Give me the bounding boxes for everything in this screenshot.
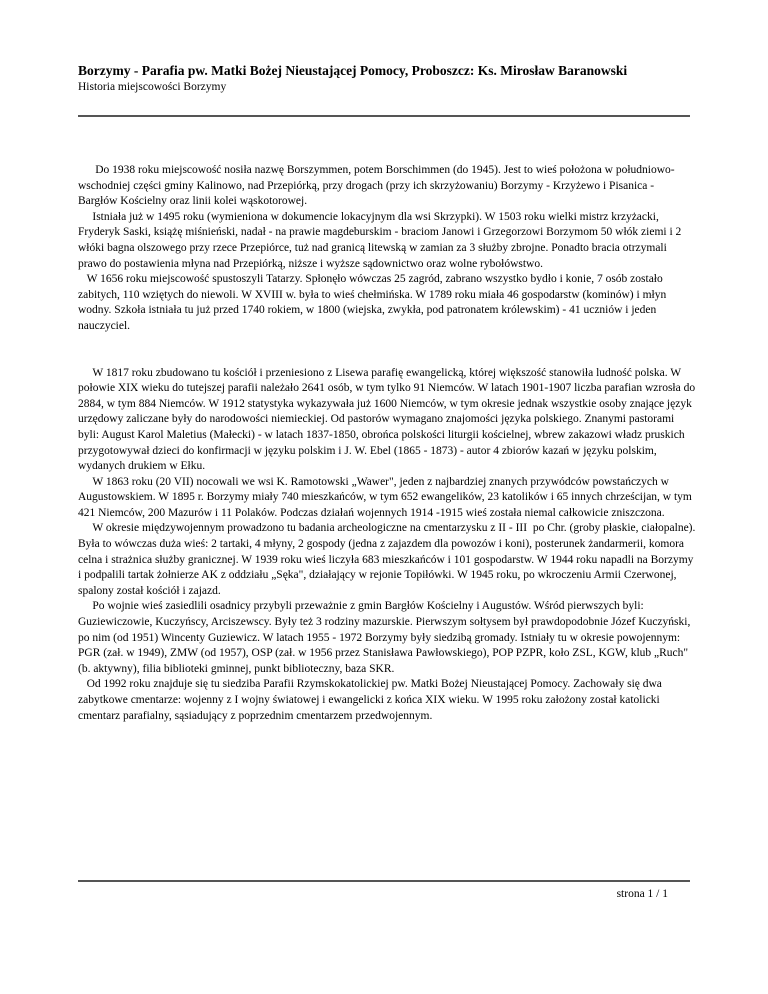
page-header	[78, 62, 698, 94]
page-subtitle: Historia miejscowości Borzymy	[78, 81, 227, 93]
header-divider	[78, 115, 690, 117]
paragraph: Po wojnie wieś zasiedlili osadnicy przybyli przeważnie z gmin Bargłów Kościelny i Augustów. Wśród pierwszych byli: Guziewiczowie, Kuczyńscy, Arciszewscy. Były też 3 rodziny mazurskie. Pierwszym sołtysem był prawdopodobnie Józef Kuczyński, po nim (od 1951) Wincenty Guziewicz. W latach 1955 - 1972 Borzymy były siedzibą gromady. Istniały tu w okresie powojennym: PGR (zał. w 1949), ZMW (od 1957), OSP (zał. w 1956 przez Stanisława Pawłowskiego), POP PZPR, koło ZSL, KGW, klub „Ruch" (b. aktywny), filia biblioteki gminnej, punkt biblioteczny, baza SKR.	[78, 600, 694, 675]
paragraph: W okresie międzywojennym prowadzono tu badania archeologiczne na cmentarzysku z II - III po Chr. (groby płaskie, ciałopalne). Była to wówczas duża wieś: 2 tartaki, 4 młyny, 2 gospody (jedna z zajazdem dla powozów i koni), posterunek żandarmerii, komora celna i strażnica służby granicznej. W 1939 roku wieś liczyła 683 mieszkańców i 101 gospodarstw. W 1944 roku napadli na Borzymy i podpalili tartak żołnierze AK z oddziału „Sęka", działający w rejonie Topiłówki. W 1945 roku, po wkroczeniu Armii Czerwonej, spalony został kościół i zajazd.	[78, 522, 699, 597]
paragraph: Istniała już w 1495 roku (wymieniona w dokumencie lokacyjnym dla wsi Skrzypki). W 1503 roku wielki mistrz krzyżacki, Fryderyk Saski, książę miśnieński, nadał - na prawie magdeburskim - braciom Janowi i Grzegorzowi Borzymom 50 włók ziemi i 2 włóki bagna olszowego przy rzece Przepiórce, tuż nad granicą litewską w zamian za 3 służby zbrojne. Ponadto bracia otrzymali prawo do postawienia młyna nad Przepiórką, niższe i wyższe sądownictwo oraz wolne rybołówstwo.	[78, 210, 685, 270]
page-title: Borzymy - Parafia pw. Matki Bożej Nieustającej Pomocy, Proboszcz: Ks. Mirosław Baranowski	[78, 63, 628, 78]
paragraph-gap	[78, 335, 696, 366]
paragraph: W 1817 roku zbudowano tu kościół i przeniesiono z Lisewa parafię ewangelicką, której większość stanowiła ludność polska. W połowie XIX wieku do tutejszej parafii należało 2641 osób, w tym tylko 91 Niemców. W latach 1901-1907 liczba parafian wzrosła do 2884, w tym 884 Niemców. W 1912 statystyka wykazywała już 1600 Niemców, w tym okresie jednak wszystkie osoby znające język urzędowy zaliczane były do narodowości niemieckiej. Od pastorów wymagano znajomości języka polskiego. Znanymi pastorami byli: August Karol Maletius (Małecki) - w latach 1837-1850, obrońca polskości liturgii kościelnej, wbrew zakazowi władz pruskich przygotowywał dzieci do konfirmacji w języku polskim i J. W. Ebel (1865 - 1873) - autor 4 zbiorów kazań w języku polskim, wydanych drukiem w Ełku.	[78, 366, 698, 473]
footer-divider	[78, 880, 690, 882]
paragraph: Do 1938 roku miejscowość nosiła nazwę Borszymmen, potem Borschimmen (do 1945). Jest to wieś położona w południowo-wschodniej części gminy Kalinowo, nad Przepiórką, przy drogach (przy ich skrzyżowaniu) Borzymy - Krzyżewo i Pisanica - Bargłów Kościelny oraz linii kolei wąskotorowej.	[78, 164, 675, 208]
paragraph: W 1656 roku miejscowość spustoszyli Tatarzy. Spłonęło wówczas 25 zagród, zabrano wszystko bydło i konie, 7 osób zostało zabitych, 110 wziętych do niewoli. W XVIII w. była to wieś chełmińska. W 1789 roku miała 46 gospodarstw (kominów) i młyn wodny. Szkoła istniała tu już przed 1740 rokiem, w 1800 (wiejska, zwykła, pod patronatem królewskim) - 41 uczniów i jeden nauczyciel.	[78, 273, 670, 332]
page-number: strona 1 / 1	[616, 888, 668, 900]
paragraph: W 1863 roku (20 VII) nocowali we wsi K. Ramotowski „Wawer", jeden z najbardziej znanych przywódców powstańczych w Augustowskiem. W 1895 r. Borzymy miały 740 mieszkańców, w tym 652 ewangelików, 23 katolików i 65 innych chrześcijan, w tym 421 Niemców, 200 Mazurów i 11 Polaków. Podczas działań wojennych 1914 -1915 wieś została niemal całkowicie zniszczona.	[78, 475, 695, 519]
paragraph: Od 1992 roku znajduje się tu siedziba Parafii Rzymskokatolickiej pw. Matki Bożej Nieustającej Pomocy. Zachowały się dwa zabytkowe cmentarze: wojenny z I wojny światowej i ewangelicki z końca XIX wieku. W 1995 roku założony został katolicki cmentarz parafialny, sąsiadujący z poprzednim cmentarzem przedwojennym.	[78, 678, 665, 722]
article-body	[78, 163, 699, 724]
